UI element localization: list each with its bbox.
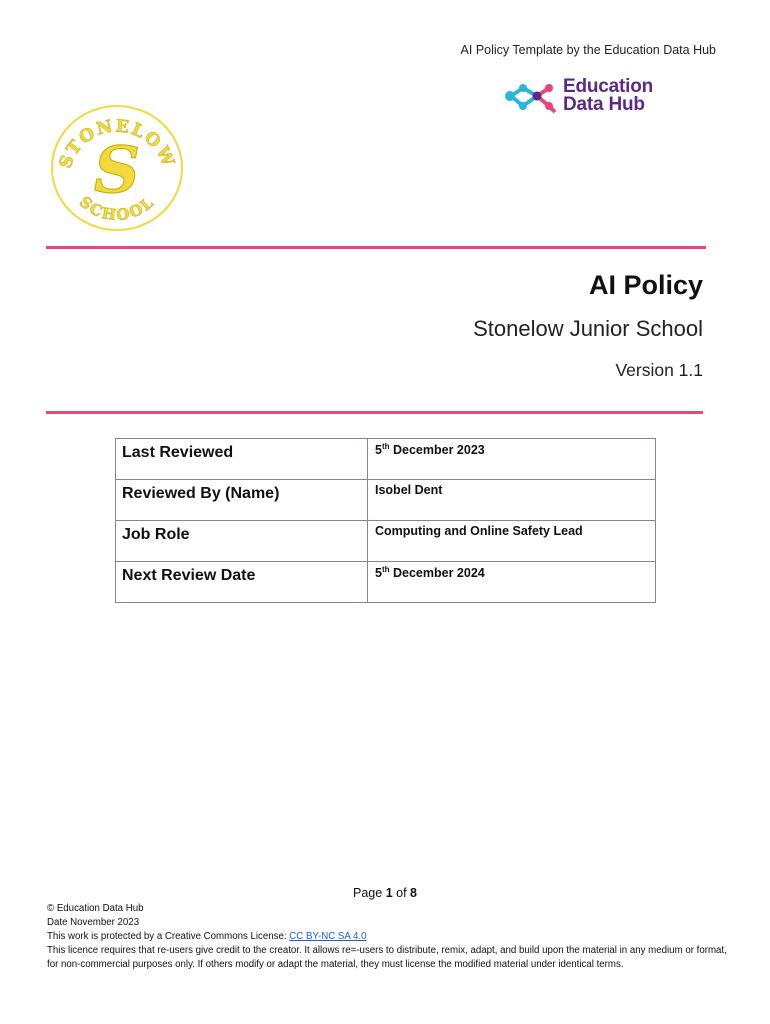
row-label: Reviewed By (Name) (116, 480, 368, 521)
table-row (116, 521, 656, 562)
brand-name-line2: Data Hub (563, 94, 645, 115)
network-icon (503, 80, 559, 116)
footer (47, 902, 727, 972)
table-row (116, 480, 656, 521)
divider-bottom (46, 411, 703, 414)
brand-name-line1: Education (563, 76, 654, 97)
footer-license-text: This licence requires that re-users give credit to the creator. It allows re=-users to distribute, remix, adapt, and build upon the material in any medium or format, for non-commercial purposes only. If others modify or adapt the material, they must license the modified material under identical terms. (47, 945, 727, 970)
crest-bottom-text: SCHOOL (75, 192, 159, 225)
row-value: Computing and Online Safety Lead (368, 521, 656, 562)
footer-copyright: © Education Data Hub (47, 903, 144, 914)
row-value: 5th December 2024 (368, 562, 656, 603)
page-number: Page 1 of 8 (353, 886, 417, 900)
footer-date: Date November 2023 (47, 917, 140, 928)
row-label: Last Reviewed (116, 439, 368, 480)
document-version: Version 1.1 (615, 360, 703, 380)
row-value: Isobel Dent (368, 480, 656, 521)
row-value: 5th December 2023 (368, 439, 656, 480)
table-row (116, 562, 656, 603)
header-note: AI Policy Template by the Education Data Hub (460, 43, 716, 57)
row-label: Job Role (116, 521, 368, 562)
divider-top (46, 246, 706, 249)
license-link[interactable]: CC BY-NC SA 4.0 (289, 931, 367, 942)
crest-top-text: STONELOW (55, 116, 179, 172)
document-title: AI Policy (588, 270, 703, 300)
footer-license-line: This work is protected by a Creative Commons License: CC BY-NC SA 4.0 (47, 931, 367, 942)
school-name: Stonelow Junior School (473, 316, 703, 341)
school-crest-icon (46, 100, 188, 232)
education-data-hub-logo (503, 78, 693, 118)
school-crest-logo (46, 100, 188, 232)
crest-monogram: S (93, 133, 141, 208)
row-label: Next Review Date (116, 562, 368, 603)
review-table (115, 438, 656, 603)
table-row (116, 439, 656, 480)
